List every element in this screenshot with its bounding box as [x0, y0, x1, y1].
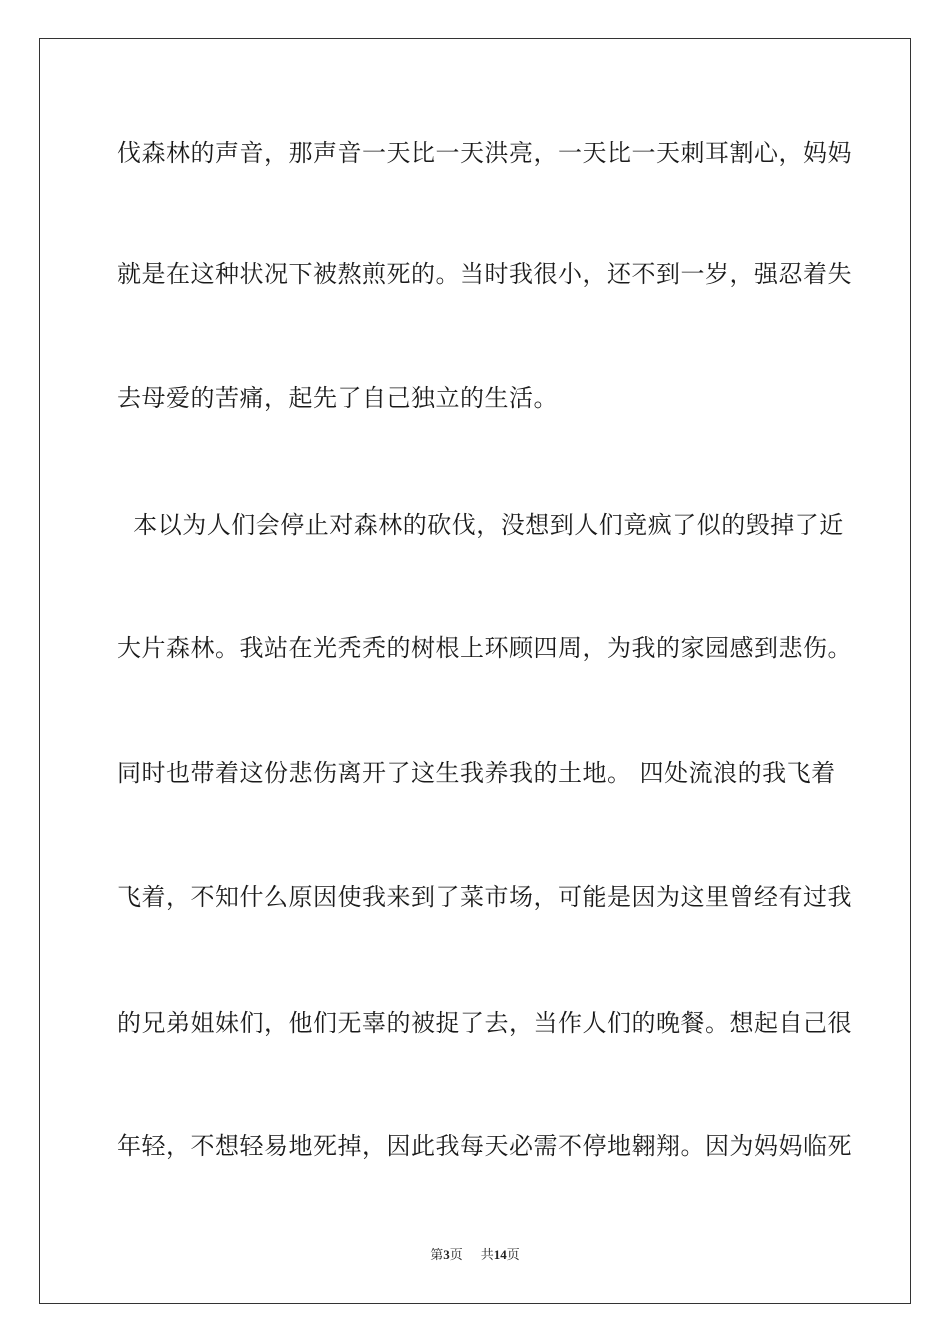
- page-total-suffix: 页: [506, 1247, 520, 1262]
- page-total-prefix: 共: [480, 1247, 494, 1262]
- page-number-suffix: 页: [449, 1247, 463, 1262]
- page-number-prefix: 第: [430, 1247, 444, 1262]
- body-text-line-3: 去母爱的苦痛，起先了自己独立的生活。: [117, 384, 558, 412]
- body-text-line-4: 本以为人们会停止对森林的砍伐，没想到人们竟疯了似的毁掉了近: [117, 511, 844, 539]
- body-text-line-9: 年轻，不想轻易地死掉，因此我每天必需不停地翱翔。因为妈妈临死: [117, 1132, 852, 1160]
- page-border: [39, 38, 911, 1304]
- body-text-line-1: 伐森林的声音，那声音一天比一天洪亮，一天比一天刺耳割心，妈妈: [117, 139, 852, 167]
- body-text-line-5: 大片森林。我站在光秃秃的树根上环顾四周，为我的家园感到悲伤。: [117, 634, 852, 662]
- body-text-line-8: 的兄弟姐妹们，他们无辜的被捉了去，当作人们的晚餐。想起自己很: [117, 1009, 852, 1037]
- body-text-line-7: 飞着，不知什么原因使我来到了菜市场，可能是因为这里曾经有过我: [117, 883, 852, 911]
- page-number-current: 3: [443, 1247, 450, 1262]
- page-footer: [0, 1247, 950, 1263]
- body-text-line-6: 同时也带着这份悲伤离开了这生我养我的土地。 四处流浪的我飞着: [117, 759, 836, 787]
- page-number-total: 14: [493, 1247, 507, 1262]
- body-text-line-2: 就是在这种状况下被熬煎死的。当时我很小，还不到一岁，强忍着失: [117, 260, 852, 288]
